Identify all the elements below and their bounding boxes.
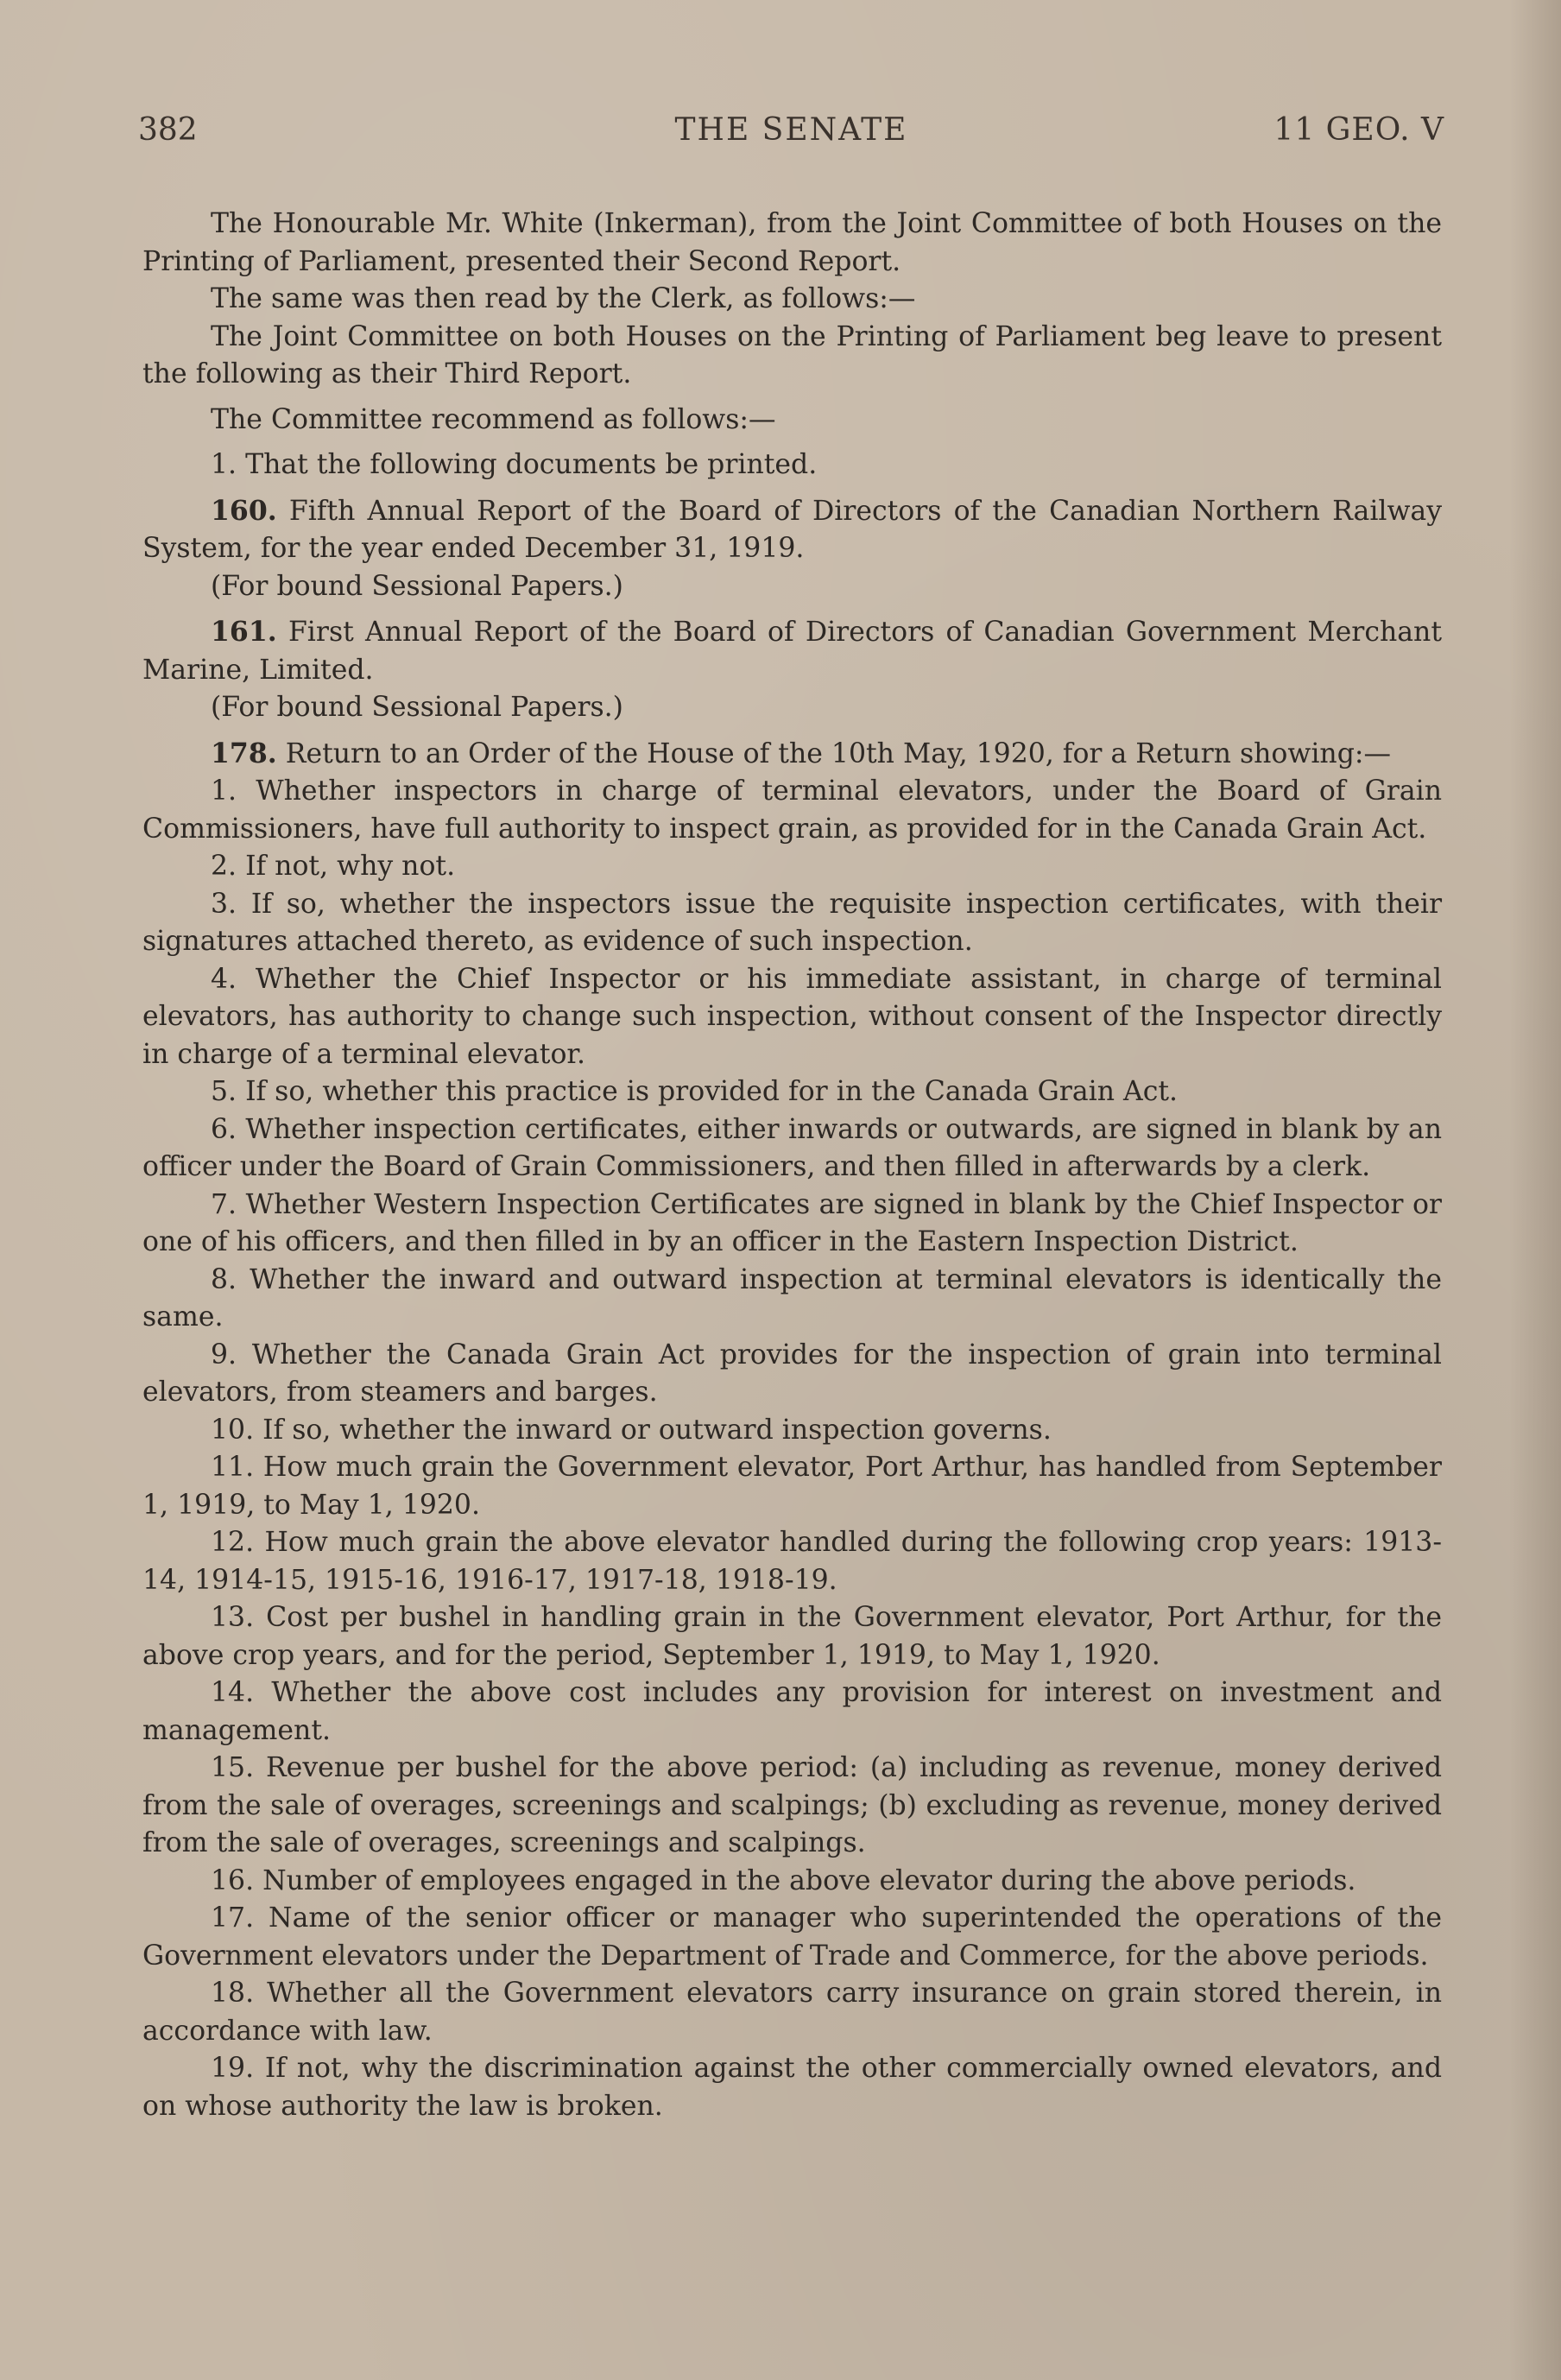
document-161-note: (For bound Sessional Papers.) bbox=[211, 692, 623, 723]
intro-paragraph: The Honourable Mr. White (Inkerman), from the Joint Committee of both Houses on the Printing of Parliament, presented their Second Report. bbox=[142, 208, 1442, 277]
question-15: 15. Revenue per bushel for the above period: (a) including as revenue, money derived from the sale of overages, screenings and scalpings; (b) excluding as revenue, money derived from the sale of overages, screenings and scalpings. bbox=[142, 1752, 1442, 1858]
question-13: 13. Cost per bushel in handling grain in the Government elevator, Port Arthur, for the above crop years, and for the period, September 1, 1919, to May 1, 1920. bbox=[142, 1602, 1442, 1671]
question-14: 14. Whether the above cost includes any provision for interest on investment and management. bbox=[142, 1677, 1442, 1746]
committee-leave-paragraph: The Joint Committee on both Houses on the Printing of Parliament beg leave to present the following as their Third Report. bbox=[142, 320, 1442, 389]
document-178-number: 178. bbox=[211, 737, 277, 769]
recommend-paragraph: The Committee recommend as follows:— bbox=[211, 403, 776, 435]
question-16: 16. Number of employees engaged in the above elevator during the above periods. bbox=[211, 1864, 1356, 1896]
document-161-text: First Annual Report of the Board of Directors of Canadian Government Merchant Marine, Limited. bbox=[142, 617, 1443, 686]
running-title: THE SENATE bbox=[674, 112, 908, 148]
page-edge-shadow bbox=[1509, 0, 1561, 2380]
question-8: 8. Whether the inward and outward inspection at terminal elevators is identically the same. bbox=[142, 1263, 1442, 1332]
question-12: 12. How much grain the above elevator handled during the following crop years: 1913-14, 1914-15, 1915-16, 1916-17, 1917-18, 1918-19. bbox=[142, 1527, 1442, 1596]
document-160-number: 160. bbox=[211, 494, 277, 527]
document-178 bbox=[142, 735, 1442, 774]
question-17: 17. Name of the senior officer or manager who superintended the operations of the Government elevators under the Department of Trade and Commerce, for the above periods. bbox=[142, 1902, 1442, 1972]
running-header bbox=[138, 112, 1444, 152]
question-5: 5. If so, whether this practice is provided for in the Canada Grain Act. bbox=[211, 1076, 1179, 1107]
page-number: 382 bbox=[138, 112, 198, 148]
question-3: 3. If so, whether the inspectors issue the requisite inspection certificates, with their signatures attached thereto, as evidence of such inspection. bbox=[142, 888, 1442, 957]
document-161-number: 161. bbox=[211, 616, 277, 648]
regnal-year: 11 GEO. V bbox=[1273, 112, 1444, 148]
document-160 bbox=[142, 492, 1442, 568]
question-11: 11. How much grain the Government elevator, Port Arthur, has handled from September 1, 1919, to May 1, 1920. bbox=[142, 1452, 1442, 1521]
question-19: 19. If not, why the discrimination against the other commercially owned elevators, and on whose authority the law is broken. bbox=[142, 2053, 1442, 2122]
recommendation-item-1: 1. That the following documents be printed. bbox=[211, 449, 818, 480]
document-178-text: Return to an Order of the House of the 10th May, 1920, for a Return showing:— bbox=[285, 737, 1391, 769]
question-9: 9. Whether the Canada Grain Act provides for the inspection of grain into terminal elevators, from steamers and barges. bbox=[142, 1339, 1442, 1408]
question-4: 4. Whether the Chief Inspector or his immediate assistant, in charge of terminal elevators, has authority to change such inspection, without consent of the Inspector directly in charge of a terminal elevator. bbox=[142, 963, 1442, 1070]
question-1: 1. Whether inspectors in charge of terminal elevators, under the Board of Grain Commissioners, have full authority to inspect grain, as provided for in the Canada Grain Act. bbox=[142, 775, 1442, 845]
document-body bbox=[142, 206, 1442, 2125]
read-paragraph: The same was then read by the Clerk, as follows:— bbox=[211, 283, 916, 314]
document-161 bbox=[142, 613, 1442, 689]
question-10: 10. If so, whether the inward or outward inspection governs. bbox=[211, 1414, 1052, 1446]
question-7: 7. Whether Western Inspection Certificates are signed in blank by the Chief Inspector or one of his officers, and then filled in by an officer in the Eastern Inspection District. bbox=[142, 1188, 1442, 1257]
question-2: 2. If not, why not. bbox=[211, 851, 456, 882]
question-18: 18. Whether all the Government elevators carry insurance on grain stored therein, in accordance with law. bbox=[142, 1978, 1442, 2047]
document-160-note: (For bound Sessional Papers.) bbox=[211, 570, 623, 602]
document-160-text: Fifth Annual Report of the Board of Directors of the Canadian Northern Railway System, for the year ended December 31, 1919. bbox=[142, 495, 1443, 564]
question-6: 6. Whether inspection certificates, either inwards or outwards, are signed in blank by an officer under the Board of Grain Commissioners, and then filled in afterwards by a clerk. bbox=[142, 1113, 1442, 1182]
